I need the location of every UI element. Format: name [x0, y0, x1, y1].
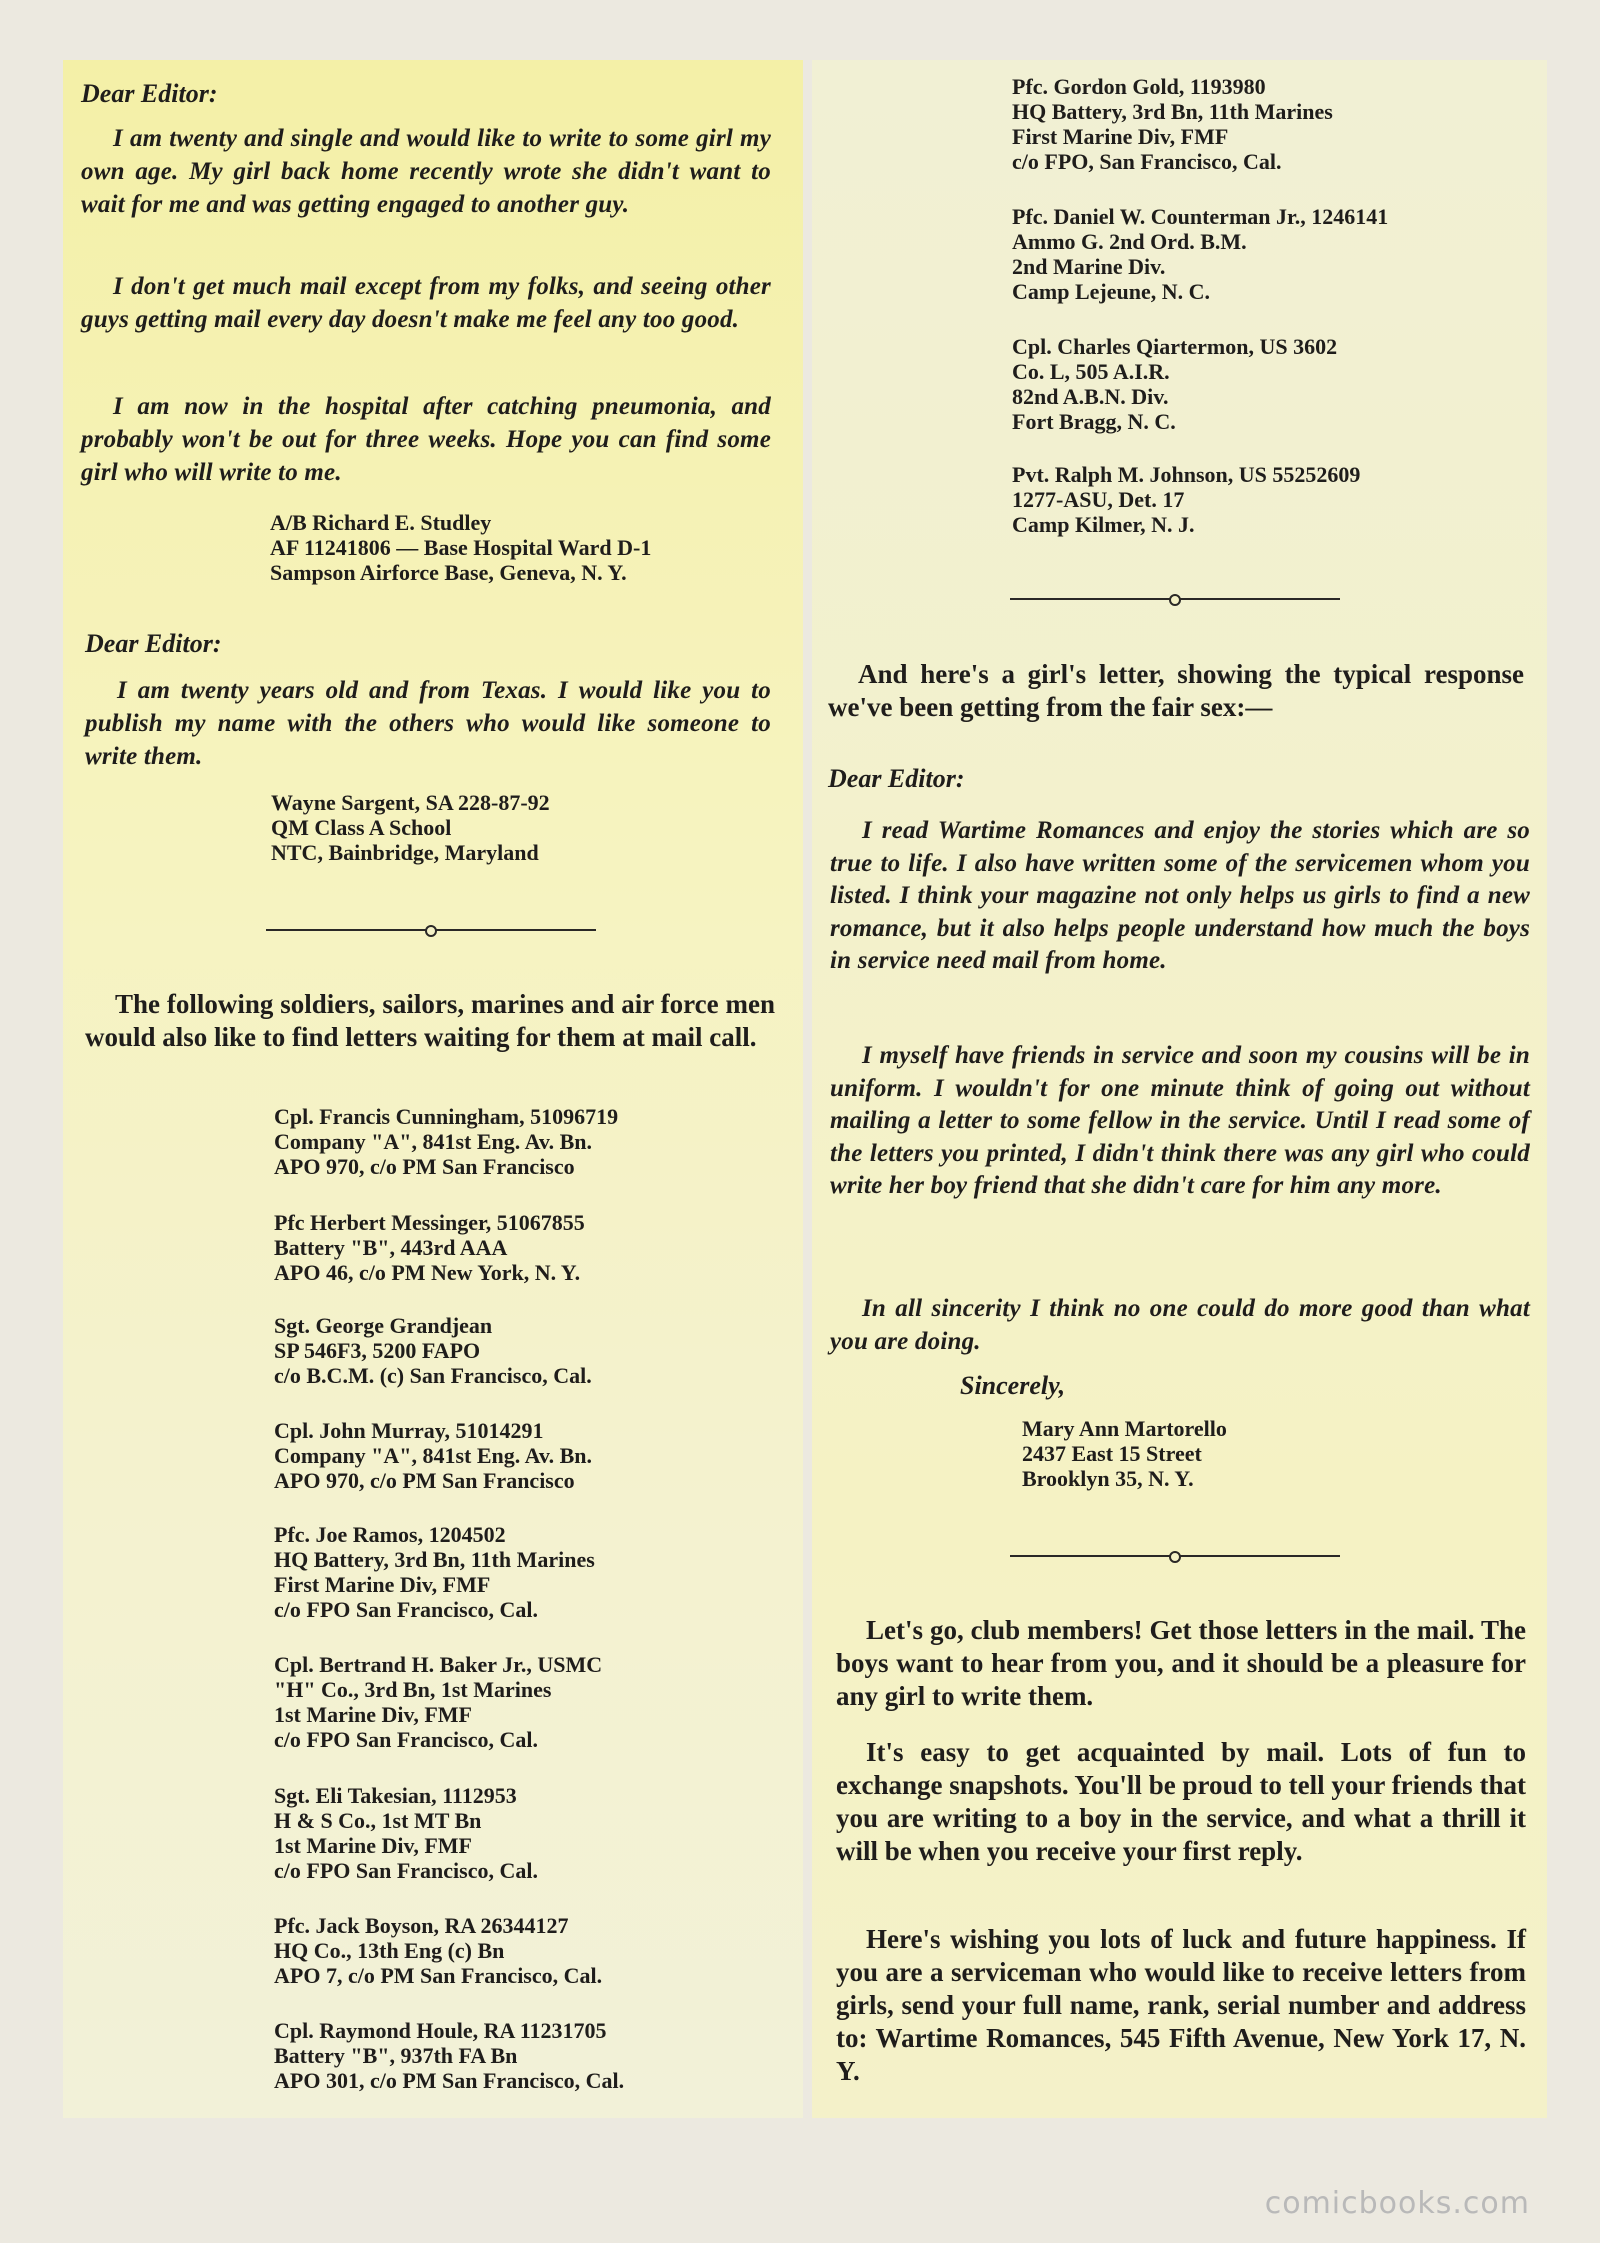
- letter-closing: Sincerely,: [960, 1371, 1066, 1400]
- address-line: Sgt. Eli Takesian, 1112953: [274, 1783, 517, 1808]
- address-line: APO 301, c/o PM San Francisco, Cal.: [274, 2068, 625, 2093]
- address-line: c/o FPO, San Francisco, Cal.: [1012, 149, 1282, 174]
- address-line: Pvt. Ralph M. Johnson, US 55252609: [1012, 462, 1361, 487]
- signature-line: Wayne Sargent, SA 228-87-92: [271, 790, 550, 815]
- address-line: Company "A", 841st Eng. Av. Bn.: [274, 1443, 593, 1468]
- signature-line: AF 11241806 — Base Hospital Ward D-1: [270, 535, 652, 560]
- section-divider: [1010, 1551, 1340, 1561]
- address-line: c/o FPO San Francisco, Cal.: [274, 1597, 538, 1622]
- serviceman-address: [274, 1104, 618, 1179]
- serviceman-address: [274, 1913, 602, 1988]
- servicemen-intro: The following soldiers, sailors, marines and air force men would also like to find letters waiting for them at mail call.: [85, 989, 775, 1052]
- letter-paragraph: I am twenty years old and from Texas. I would like you to publish my name with the others who would like someone to write them.: [85, 677, 771, 770]
- address-line: 82nd A.B.N. Div.: [1012, 384, 1169, 409]
- serviceman-address: [1012, 74, 1333, 174]
- serviceman-address: [274, 1210, 585, 1285]
- section-divider: [266, 925, 596, 935]
- right-column: [812, 60, 1547, 2118]
- address-line: Battery "B", 937th FA Bn: [274, 2043, 518, 2068]
- section-divider: [1010, 594, 1340, 604]
- address-line: Cpl. Bertrand H. Baker Jr., USMC: [274, 1652, 603, 1677]
- address-line: HQ Co., 13th Eng (c) Bn: [274, 1938, 505, 1963]
- address-line: APO 970, c/o PM San Francisco: [274, 1468, 575, 1493]
- signature-line: Mary Ann Martorello: [1022, 1416, 1227, 1441]
- address-line: APO 7, c/o PM San Francisco, Cal.: [274, 1963, 603, 1988]
- serviceman-address: [274, 1313, 592, 1388]
- serviceman-address: [274, 1783, 538, 1883]
- address-line: c/o FPO San Francisco, Cal.: [274, 1727, 538, 1752]
- address-line: Battery "B", 443rd AAA: [274, 1235, 508, 1260]
- left-column: [63, 60, 803, 2118]
- serviceman-address: [1012, 462, 1360, 537]
- signature-line: A/B Richard E. Studley: [270, 510, 492, 535]
- letter-signature: [271, 790, 550, 865]
- address-line: First Marine Div, FMF: [1012, 124, 1229, 149]
- letter-signature: [270, 510, 651, 585]
- salutation: Dear Editor:: [81, 79, 218, 108]
- address-line: First Marine Div, FMF: [274, 1572, 491, 1597]
- address-line: c/o FPO San Francisco, Cal.: [274, 1858, 538, 1883]
- address-line: Camp Kilmer, N. J.: [1012, 512, 1195, 537]
- address-line: Pfc. Jack Boyson, RA 26344127: [274, 1913, 569, 1938]
- address-line: 2nd Marine Div.: [1012, 254, 1166, 279]
- letter-paragraph: I don't get much mail except from my folks, and seeing other guys getting mail every day doesn't make me feel any too good.: [81, 273, 771, 333]
- address-line: Company "A", 841st Eng. Av. Bn.: [274, 1129, 593, 1154]
- girls-letter-intro: And here's a girl's letter, showing the typical response we've been getting from the fair sex:—: [828, 659, 1524, 722]
- address-line: Co. L, 505 A.I.R.: [1012, 359, 1170, 384]
- serviceman-address: [274, 1652, 602, 1752]
- address-line: Cpl. Raymond Houle, RA 11231705: [274, 2018, 607, 2043]
- signature-line: QM Class A School: [271, 815, 452, 840]
- address-line: 1st Marine Div, FMF: [274, 1833, 472, 1858]
- serviceman-address: [274, 2018, 624, 2093]
- address-line: Cpl. Charles Qiartermon, US 3602: [1012, 334, 1338, 359]
- address-line: APO 46, c/o PM New York, N. Y.: [274, 1260, 581, 1285]
- signature-line: 2437 East 15 Street: [1022, 1441, 1202, 1466]
- serviceman-address: [1012, 204, 1388, 304]
- address-line: H & S Co., 1st MT Bn: [274, 1808, 482, 1833]
- address-line: Pfc Herbert Messinger, 51067855: [274, 1210, 585, 1235]
- signature-line: Brooklyn 35, N. Y.: [1022, 1466, 1194, 1491]
- letter-paragraph: I am twenty and single and would like to write to some girl my own age. My girl back home recently wrote she didn't want to wait for me and was getting engaged to another guy.: [81, 125, 771, 218]
- address-line: APO 970, c/o PM San Francisco: [274, 1154, 575, 1179]
- salutation: Dear Editor:: [828, 764, 965, 793]
- address-line: Fort Bragg, N. C.: [1012, 409, 1176, 434]
- serviceman-address: [1012, 334, 1337, 434]
- address-line: Ammo G. 2nd Ord. B.M.: [1012, 229, 1247, 254]
- address-line: 1277-ASU, Det. 17: [1012, 487, 1185, 512]
- closing-paragraph: It's easy to get acquainted by mail. Lots of fun to exchange snapshots. You'll be proud to tell your friends that you are writing to a boy in the service, and what a thrill it will be when you receive your first reply.: [836, 1737, 1526, 1866]
- address-line: Cpl. Francis Cunningham, 51096719: [274, 1104, 619, 1129]
- serviceman-address: [274, 1418, 592, 1493]
- address-line: SP 546F3, 5200 FAPO: [274, 1338, 481, 1363]
- address-line: 1st Marine Div, FMF: [274, 1702, 472, 1727]
- address-line: HQ Battery, 3rd Bn, 11th Marines: [1012, 99, 1333, 124]
- letter-paragraph: In all sincerity I think no one could do more good than what you are doing.: [830, 1295, 1530, 1355]
- serviceman-address: [274, 1522, 595, 1622]
- address-line: HQ Battery, 3rd Bn, 11th Marines: [274, 1547, 595, 1572]
- letter-paragraph: I read Wartime Romances and enjoy the stories which are so true to life. I also have written some of the servicemen whom you listed. I think your magazine not only helps us girls to find a new romance, but it also helps people understand how much the boys in service need mail from home.: [830, 817, 1530, 974]
- letter-paragraph: I myself have friends in service and soon my cousins will be in uniform. I wouldn't for one minute think of going out without mailing a letter to some fellow in the service. Until I read some of the letters you printed, I didn't think there was any girl who could write her boy friend that she didn't care for him any more.: [830, 1042, 1530, 1199]
- address-line: Pfc. Joe Ramos, 1204502: [274, 1522, 506, 1547]
- signature-line: NTC, Bainbridge, Maryland: [271, 840, 539, 865]
- letter-signature: [1022, 1416, 1227, 1491]
- address-line: Pfc. Daniel W. Counterman Jr., 1246141: [1012, 204, 1389, 229]
- closing-paragraph: Let's go, club members! Get those letters in the mail. The boys want to hear from you, and it should be a pleasure for any girl to write them.: [836, 1615, 1526, 1711]
- address-line: Camp Lejeune, N. C.: [1012, 279, 1210, 304]
- salutation: Dear Editor:: [85, 629, 222, 658]
- address-line: "H" Co., 3rd Bn, 1st Marines: [274, 1677, 552, 1702]
- site-watermark: comicbooks.com: [1264, 2186, 1530, 2221]
- letter-paragraph: I am now in the hospital after catching pneumonia, and probably won't be out for three weeks. Hope you can find some girl who will write to me.: [81, 393, 771, 486]
- address-line: Sgt. George Grandjean: [274, 1313, 493, 1338]
- closing-paragraph: Here's wishing you lots of luck and future happiness. If you are a serviceman who would like to receive letters from girls, send your full name, rank, serial number and address to: Wartime Romances, 545 Fifth Avenue, New York 17, N. Y.: [836, 1924, 1526, 2086]
- signature-line: Sampson Airforce Base, Geneva, N. Y.: [270, 560, 627, 585]
- address-line: Cpl. John Murray, 51014291: [274, 1418, 544, 1443]
- address-line: c/o B.C.M. (c) San Francisco, Cal.: [274, 1363, 592, 1388]
- address-line: Pfc. Gordon Gold, 1193980: [1012, 74, 1266, 99]
